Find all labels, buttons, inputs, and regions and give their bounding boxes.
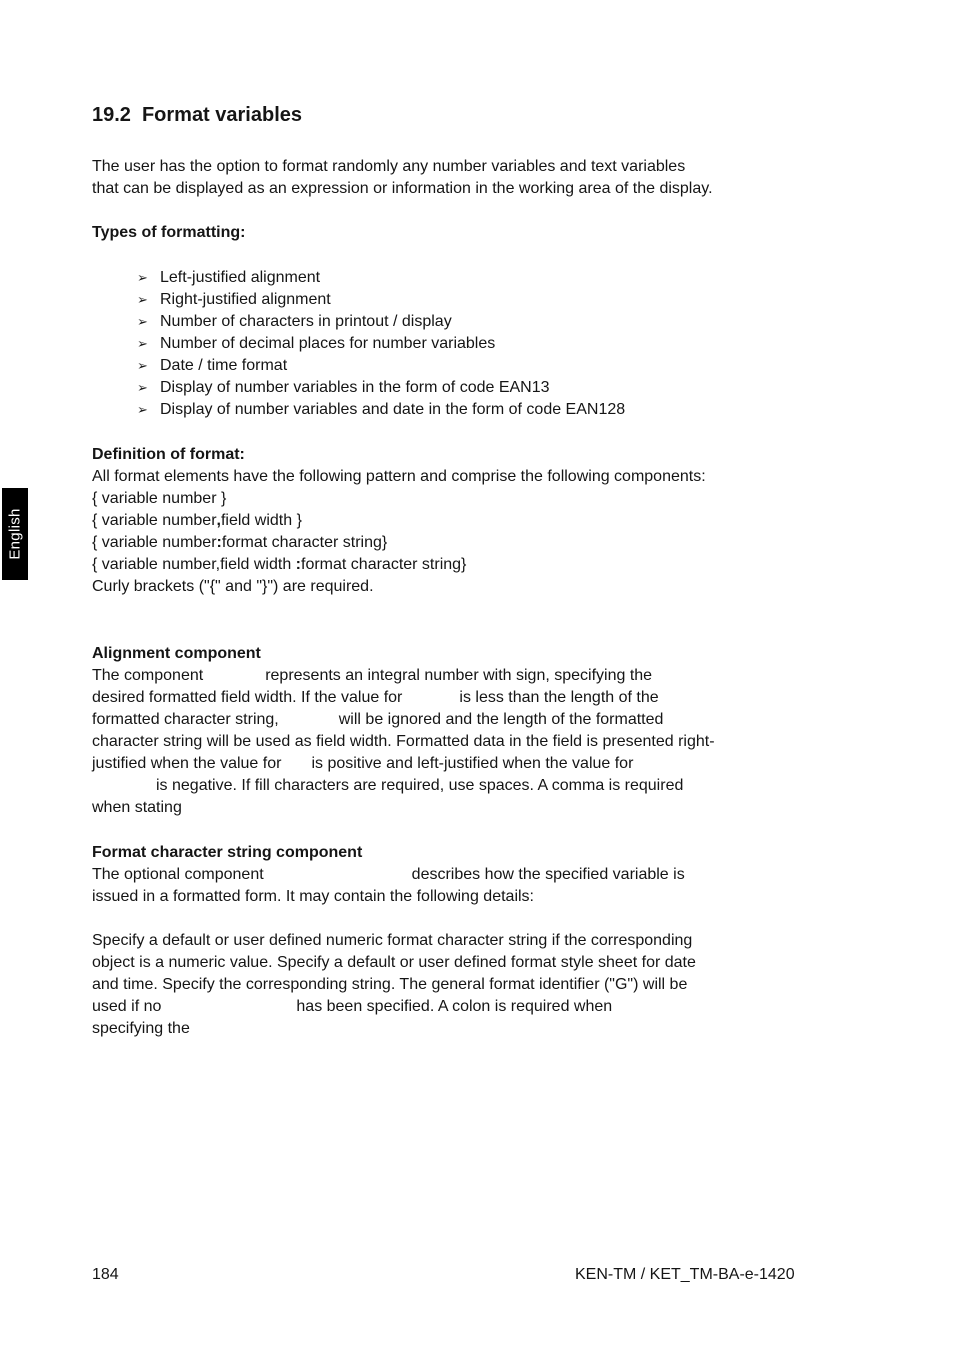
definition-intro: All format elements have the following pattern and comprise the following components: (92, 468, 706, 485)
arrow-bullet-icon: ➢ (137, 358, 148, 373)
text-gap (281, 767, 311, 768)
format-string-paragraph (92, 864, 882, 908)
paragraph-line: The optional component describes how the specified variable is (92, 866, 685, 883)
paragraph-line: justified when the value for is positive and left-justified when the value for (92, 755, 634, 772)
paragraph-line: object is a numeric value. Specify a default or user defined format style sheet for date (92, 954, 696, 971)
list-item-label: Date / time format (160, 357, 288, 374)
format-pattern: { variable number,field width } (92, 512, 302, 529)
list-item (92, 311, 882, 333)
arrow-bullet-icon: ➢ (137, 336, 148, 351)
page-number: 184 (92, 1266, 119, 1283)
language-tab-label: English (6, 508, 24, 560)
list-item (92, 333, 882, 355)
list-item (92, 267, 882, 289)
alignment-paragraph (92, 665, 882, 819)
list-item-label: Number of characters in printout / display (160, 313, 452, 330)
arrow-bullet-icon: ➢ (137, 270, 148, 285)
format-pattern: { variable number:format character string} (92, 534, 388, 551)
definition-note: Curly brackets ("{" and "}") are required. (92, 578, 374, 595)
intro-line: that can be displayed as an expression or information in the working area of the display. (92, 180, 713, 197)
list-item-label: Display of number variables in the form of code EAN13 (160, 379, 550, 396)
paragraph-line: used if no has been specified. A colon is required when (92, 998, 613, 1015)
text-gap (92, 789, 156, 790)
types-bullet-list (92, 267, 882, 421)
text-gap (279, 723, 339, 724)
document-id: KEN-TM / KET_TM-BA-e-1420 (575, 1266, 795, 1283)
section-title: Format variables (141, 104, 303, 126)
arrow-bullet-icon: ➢ (137, 380, 148, 395)
language-tab (2, 488, 28, 580)
arrow-bullet-icon: ➢ (137, 402, 148, 417)
text-gap (264, 878, 412, 879)
text-gap (203, 679, 265, 680)
intro-paragraph (92, 156, 882, 200)
format-pattern: { variable number } (92, 490, 227, 507)
list-item (92, 355, 882, 377)
types-heading: Types of formatting: (92, 224, 246, 241)
list-item-label: Number of decimal places for number variables (160, 335, 496, 352)
text-gap (161, 1010, 296, 1011)
paragraph-line: specifying the (92, 1020, 190, 1037)
specify-paragraph (92, 930, 882, 1040)
paragraph-line: desired formatted field width. If the value for is less than the length of the (92, 689, 659, 706)
alignment-heading: Alignment component (92, 645, 261, 662)
paragraph-line: formatted character string, will be ignored and the length of the formatted (92, 711, 664, 728)
section-number: 19.2 (92, 104, 131, 126)
text-gap (402, 701, 459, 702)
intro-line: The user has the option to format randomly any number variables and text variables (92, 158, 686, 175)
section-heading (92, 103, 882, 127)
list-item-label: Left-justified alignment (160, 269, 321, 286)
arrow-bullet-icon: ➢ (137, 292, 148, 307)
pattern-separator: : (216, 534, 222, 551)
pattern-separator: : (295, 556, 301, 573)
format-string-heading: Format character string component (92, 844, 363, 861)
list-item-label: Right-justified alignment (160, 291, 331, 308)
paragraph-line: when stating (92, 799, 182, 816)
paragraph-line: The component represents an integral number with sign, specifying the (92, 667, 653, 684)
document-content (92, 103, 882, 1040)
paragraph-line: is negative. If fill characters are required, use spaces. A comma is required (92, 775, 882, 797)
pattern-separator: , (216, 512, 221, 529)
paragraph-line: issued in a formatted form. It may contain the following details: (92, 888, 534, 905)
definition-heading: Definition of format: (92, 446, 245, 463)
format-pattern: { variable number,field width :format character string} (92, 556, 467, 573)
definition-block (92, 466, 882, 598)
list-item (92, 289, 882, 311)
paragraph-line: Specify a default or user defined numeric format character string if the corresponding (92, 932, 693, 949)
paragraph-line: and time. Specify the corresponding string. The general format identifier ("G") will be (92, 976, 688, 993)
arrow-bullet-icon: ➢ (137, 314, 148, 329)
list-item (92, 399, 882, 421)
list-item (92, 377, 882, 399)
paragraph-line: character string will be used as field width. Formatted data in the field is presented right- (92, 733, 715, 750)
list-item-label: Display of number variables and date in the form of code EAN128 (160, 401, 626, 418)
